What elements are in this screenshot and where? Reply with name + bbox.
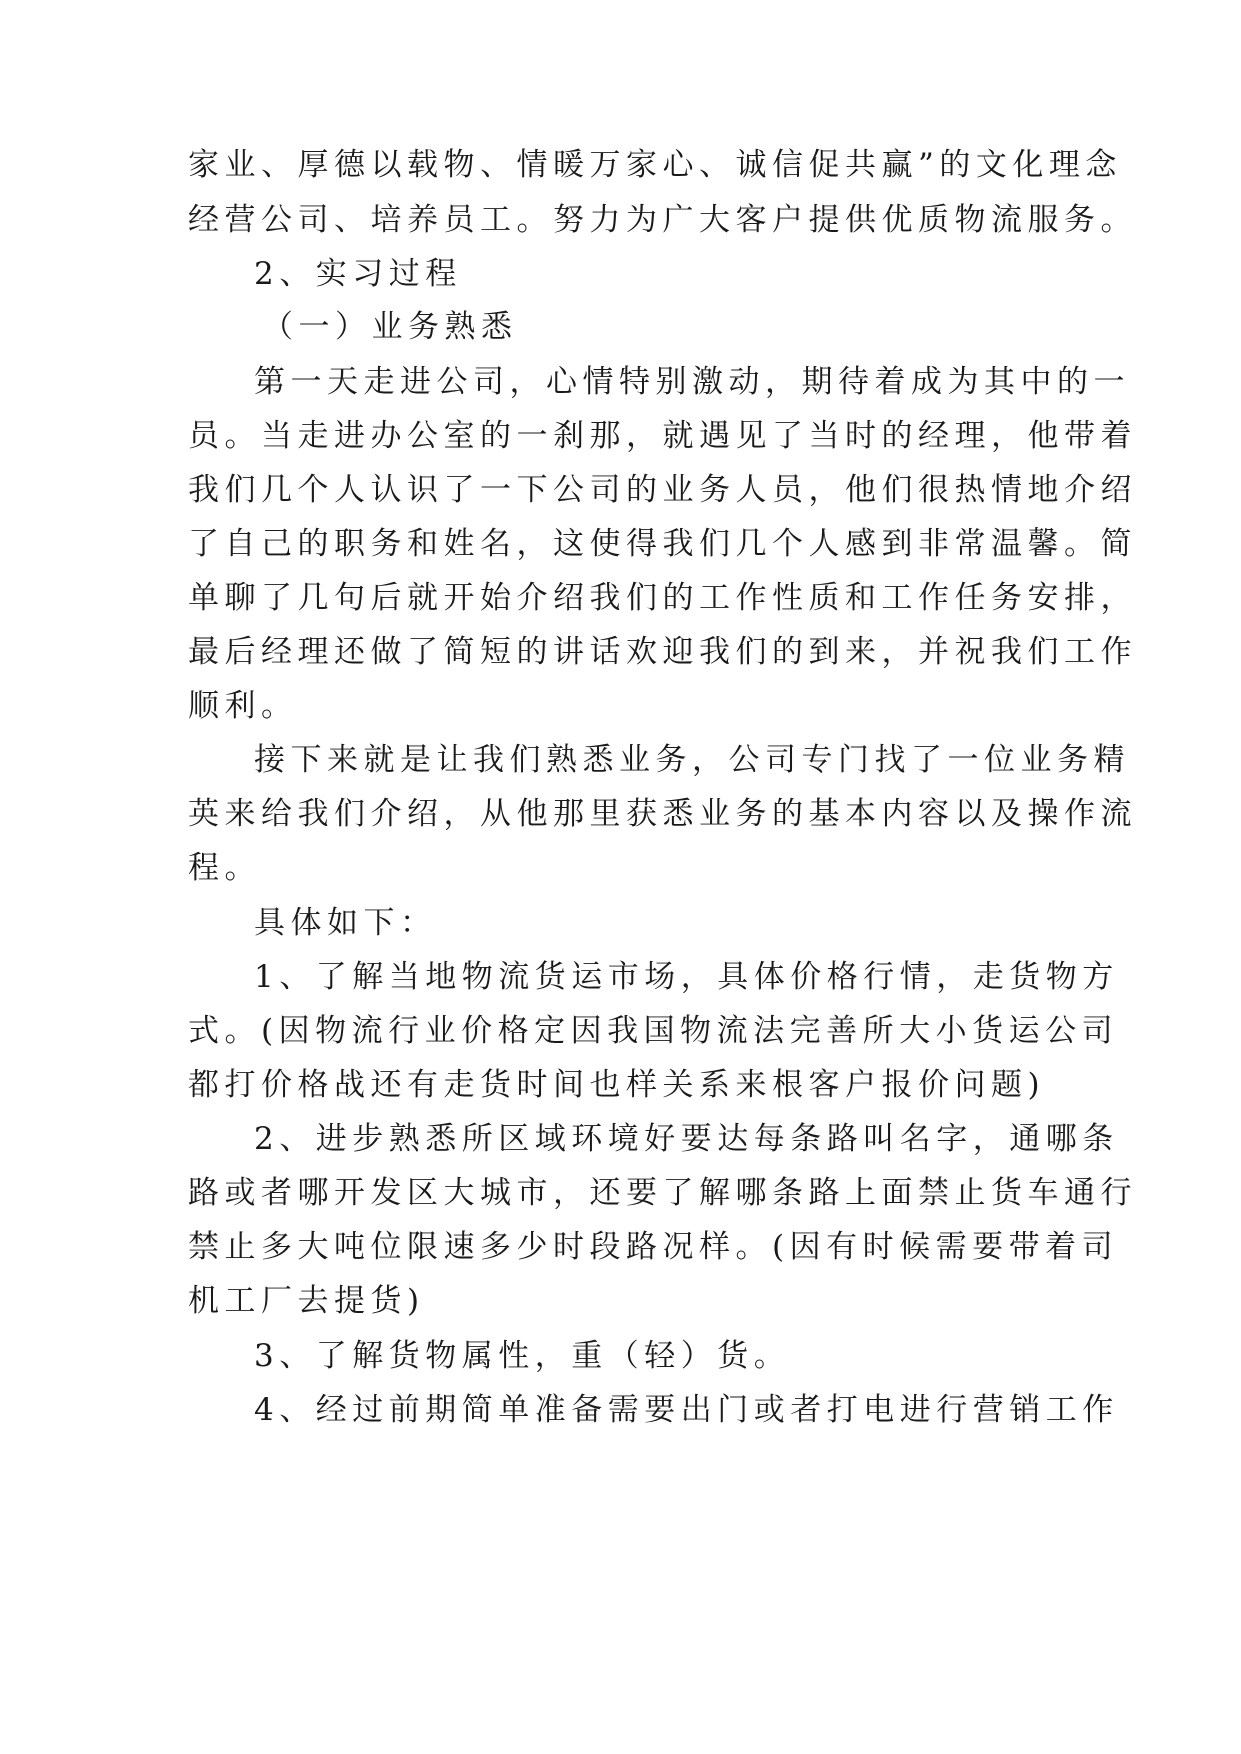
paragraph-line: 我们几个人认识了一下公司的业务人员，他们很热情地介绍 [188,472,1137,508]
paragraph-line: 英来给我们介绍，从他那里获悉业务的基本内容以及操作流 [188,796,1137,832]
paragraph-line: 了自己的职务和姓名，这使得我们几个人感到非常温馨。简 [188,526,1137,562]
list-item-line: 路或者哪开发区大城市，还要了解哪条路上面禁止货车通行 [188,1175,1137,1211]
list-item-line: 都打价格战还有走货时间也样关系来根客户报价问题) [188,1067,1046,1103]
paragraph-line: 顺利。 [188,688,298,724]
list-item-line: 机工厂去提货) [188,1283,425,1319]
subsection-heading: （一）业务熟悉 [262,309,518,345]
paragraph-line: 接下来就是让我们熟悉业务，公司专门找了一位业务精 [254,742,1130,778]
paragraph-line: 最后经理还做了简短的讲话欢迎我们的到来，并祝我们工作 [188,634,1137,670]
paragraph-line: 单聊了几句后就开始介绍我们的工作性质和工作任务安排， [188,580,1137,616]
paragraph-line: 家业、厚德以载物、情暖万家心、诚信促共赢”的文化理念 [188,147,1122,183]
paragraph-line: 程。 [188,850,261,886]
section-heading: 2、实习过程 [254,256,462,292]
paragraph-line: 员。当走进办公室的一刹那，就遇见了当时的经理，他带着 [188,418,1137,454]
paragraph-line: 具体如下： [254,905,437,941]
paragraph-line: 经营公司、培养员工。努力为广大客户提供优质物流服务。 [188,202,1137,238]
list-item-line: 4、经过前期简单准备需要出门或者打电进行营销工作 [254,1392,1119,1428]
list-item-line: 3、了解货物属性，重（轻）货。 [254,1338,791,1374]
list-item-line: 2、进步熟悉所区域环境好要达每条路叫名字，通哪条 [254,1121,1119,1157]
list-item-line: 禁止多大吨位限速多少时段路况样。(因有时候需要带着司 [188,1229,1119,1265]
paragraph-line: 第一天走进公司，心情特别激动，期待着成为其中的一 [254,364,1130,400]
list-item-line: 1、了解当地物流货运市场，具体价格行情，走货物方 [254,959,1119,995]
list-item-line: 式。(因物流行业价格定因我国物流法完善所大小货运公司 [188,1013,1119,1049]
